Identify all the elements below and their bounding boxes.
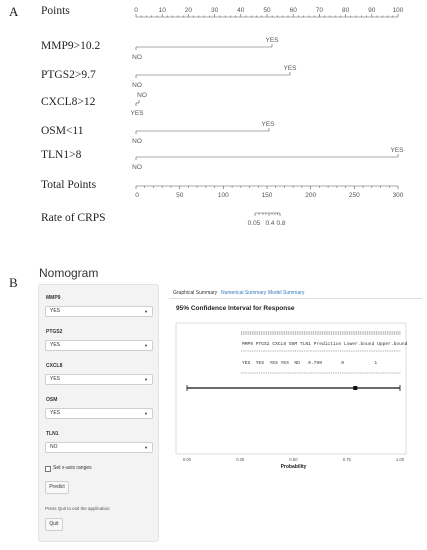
- total-points-tick-label: 250: [348, 192, 360, 199]
- mmp9-input-label: MMP9: [46, 295, 61, 301]
- cxcl8-select-value: YES: [50, 376, 61, 382]
- total-points-tick-label: 300: [392, 192, 404, 199]
- points-tick-label: 100: [392, 7, 404, 14]
- ci-point-estimate: [353, 386, 357, 390]
- tab-divider: [169, 298, 422, 299]
- cxcl8-no-label: NO: [137, 92, 147, 99]
- ptgs2-no-label: NO: [132, 82, 142, 89]
- ci-x-tick-label: 0.25: [236, 457, 245, 462]
- ptgs2-scale: [136, 72, 290, 78]
- points-tick-label: 30: [210, 7, 219, 14]
- ci-table-header: MMP9 PTGS2 CXCL8 OSM TLN1 Prediction Lower.bound Upper.bound: [242, 342, 408, 347]
- predict-button[interactable]: Predict: [45, 481, 69, 494]
- cxcl8-scale: [136, 100, 139, 106]
- points-tick-label: 10: [158, 7, 166, 14]
- tab-graphical-summary[interactable]: Graphical Summary: [173, 290, 218, 296]
- total-points-tick-label: 100: [217, 192, 229, 199]
- points-tick-label: 0: [134, 7, 138, 14]
- tln1-scale: [136, 154, 398, 160]
- points-axis: [136, 14, 398, 17]
- chevron-down-icon: ▼: [144, 445, 148, 450]
- cxcl8-yes-label: YES: [130, 110, 144, 117]
- osm-select[interactable]: [45, 408, 153, 419]
- points-tick-label: 70: [315, 7, 324, 14]
- points-tick-label: 90: [368, 7, 376, 14]
- chevron-down-icon: ▼: [144, 411, 148, 416]
- nomogram-row-label-mmp9: MMP9>10.2: [41, 40, 101, 52]
- tln1-no-label: NO: [132, 164, 142, 171]
- quit-button[interactable]: Quit: [45, 518, 63, 531]
- points-tick-label: 50: [263, 7, 271, 14]
- plot-title: 95% Confidence Interval for Response: [176, 305, 295, 312]
- points-tick-label: 40: [237, 7, 245, 14]
- tln1-select-value: NO: [50, 444, 58, 450]
- chevron-down-icon: ▼: [144, 343, 148, 348]
- ci-x-tick-label: 1.00: [395, 457, 405, 462]
- total-points-tick-label: 0: [135, 192, 139, 199]
- tln1-input-label: TLN1: [46, 431, 59, 437]
- app-title: Nomogram: [39, 266, 99, 280]
- tln1-select[interactable]: [45, 442, 153, 453]
- nomogram-row-label-tln1: TLN1>8: [41, 149, 82, 161]
- total-points-tick-label: 200: [305, 192, 317, 199]
- points-tick-label: 80: [341, 7, 350, 14]
- nomogram-figure: [0, 0, 427, 240]
- quit-hint: Press Quit to exit the application: [45, 506, 110, 511]
- total-points-axis: [136, 186, 398, 189]
- osm-yes-label: YES: [261, 121, 275, 128]
- nomogram-row-label-cxcl8: CXCL8>12: [41, 96, 96, 108]
- points-tick-label: 60: [289, 7, 297, 14]
- points-tick-label: 20: [184, 7, 193, 14]
- ptgs2-select-value: YES: [50, 342, 61, 348]
- axis-range-checkbox[interactable]: [45, 466, 51, 472]
- ci-x-axis-label: Probability: [280, 464, 307, 470]
- cxcl8-input-label: CXCL8: [46, 363, 63, 369]
- rate-axis: [255, 213, 280, 216]
- chevron-down-icon: ▼: [144, 309, 148, 314]
- cxcl8-select[interactable]: [45, 374, 153, 385]
- nomogram-row-label-total-points: Total Points: [41, 179, 97, 191]
- osm-input-label: OSM: [46, 397, 58, 403]
- mmp9-no-label: NO: [132, 54, 142, 61]
- mmp9-select-value: YES: [50, 308, 61, 314]
- chevron-down-icon: ▼: [144, 377, 148, 382]
- ci-x-tick-label: 0.75: [342, 457, 351, 462]
- osm-select-value: YES: [50, 410, 61, 416]
- axis-range-checkbox-label: Set x-axis ranges: [53, 465, 92, 471]
- rate-tick-label: 0.05: [247, 220, 261, 227]
- input-sidebar: [38, 284, 159, 542]
- total-points-tick-label: 150: [261, 192, 273, 199]
- nomogram-row-label-rate: Rate of CRPS: [41, 212, 106, 224]
- nomogram-row-label-points: Points: [41, 5, 70, 17]
- rate-tick-label: 0.4: [265, 220, 275, 227]
- mmp9-scale: [136, 44, 272, 50]
- ci-x-tick-label: 0.00: [182, 457, 192, 462]
- total-points-tick-label: 50: [176, 192, 184, 199]
- panel-b-label: B: [9, 275, 18, 290]
- osm-scale: [136, 128, 269, 134]
- tln1-yes-label: YES: [390, 147, 404, 154]
- ci-plot: [170, 318, 426, 488]
- panel-a-label: A: [9, 4, 19, 19]
- ci-x-tick-label: 0.50: [289, 457, 298, 462]
- osm-no-label: NO: [132, 138, 142, 145]
- rate-tick-label: 0.8: [276, 220, 286, 227]
- tab-numerical-summary[interactable]: Numerical Summary: [221, 290, 267, 296]
- nomogram-row-label-ptgs2: PTGS2>9.7: [41, 69, 96, 81]
- ptgs2-yes-label: YES: [283, 65, 297, 72]
- ci-table-row: YES YES YES YES NO 0.790 0 1: [242, 361, 378, 366]
- mmp9-select[interactable]: [45, 306, 153, 317]
- ptgs2-input-label: PTGS2: [46, 329, 63, 335]
- ptgs2-select[interactable]: [45, 340, 153, 351]
- mmp9-yes-label: YES: [265, 37, 279, 44]
- tab-model-summary[interactable]: Model Summary: [268, 290, 305, 296]
- nomogram-row-label-osm: OSM<11: [41, 125, 84, 137]
